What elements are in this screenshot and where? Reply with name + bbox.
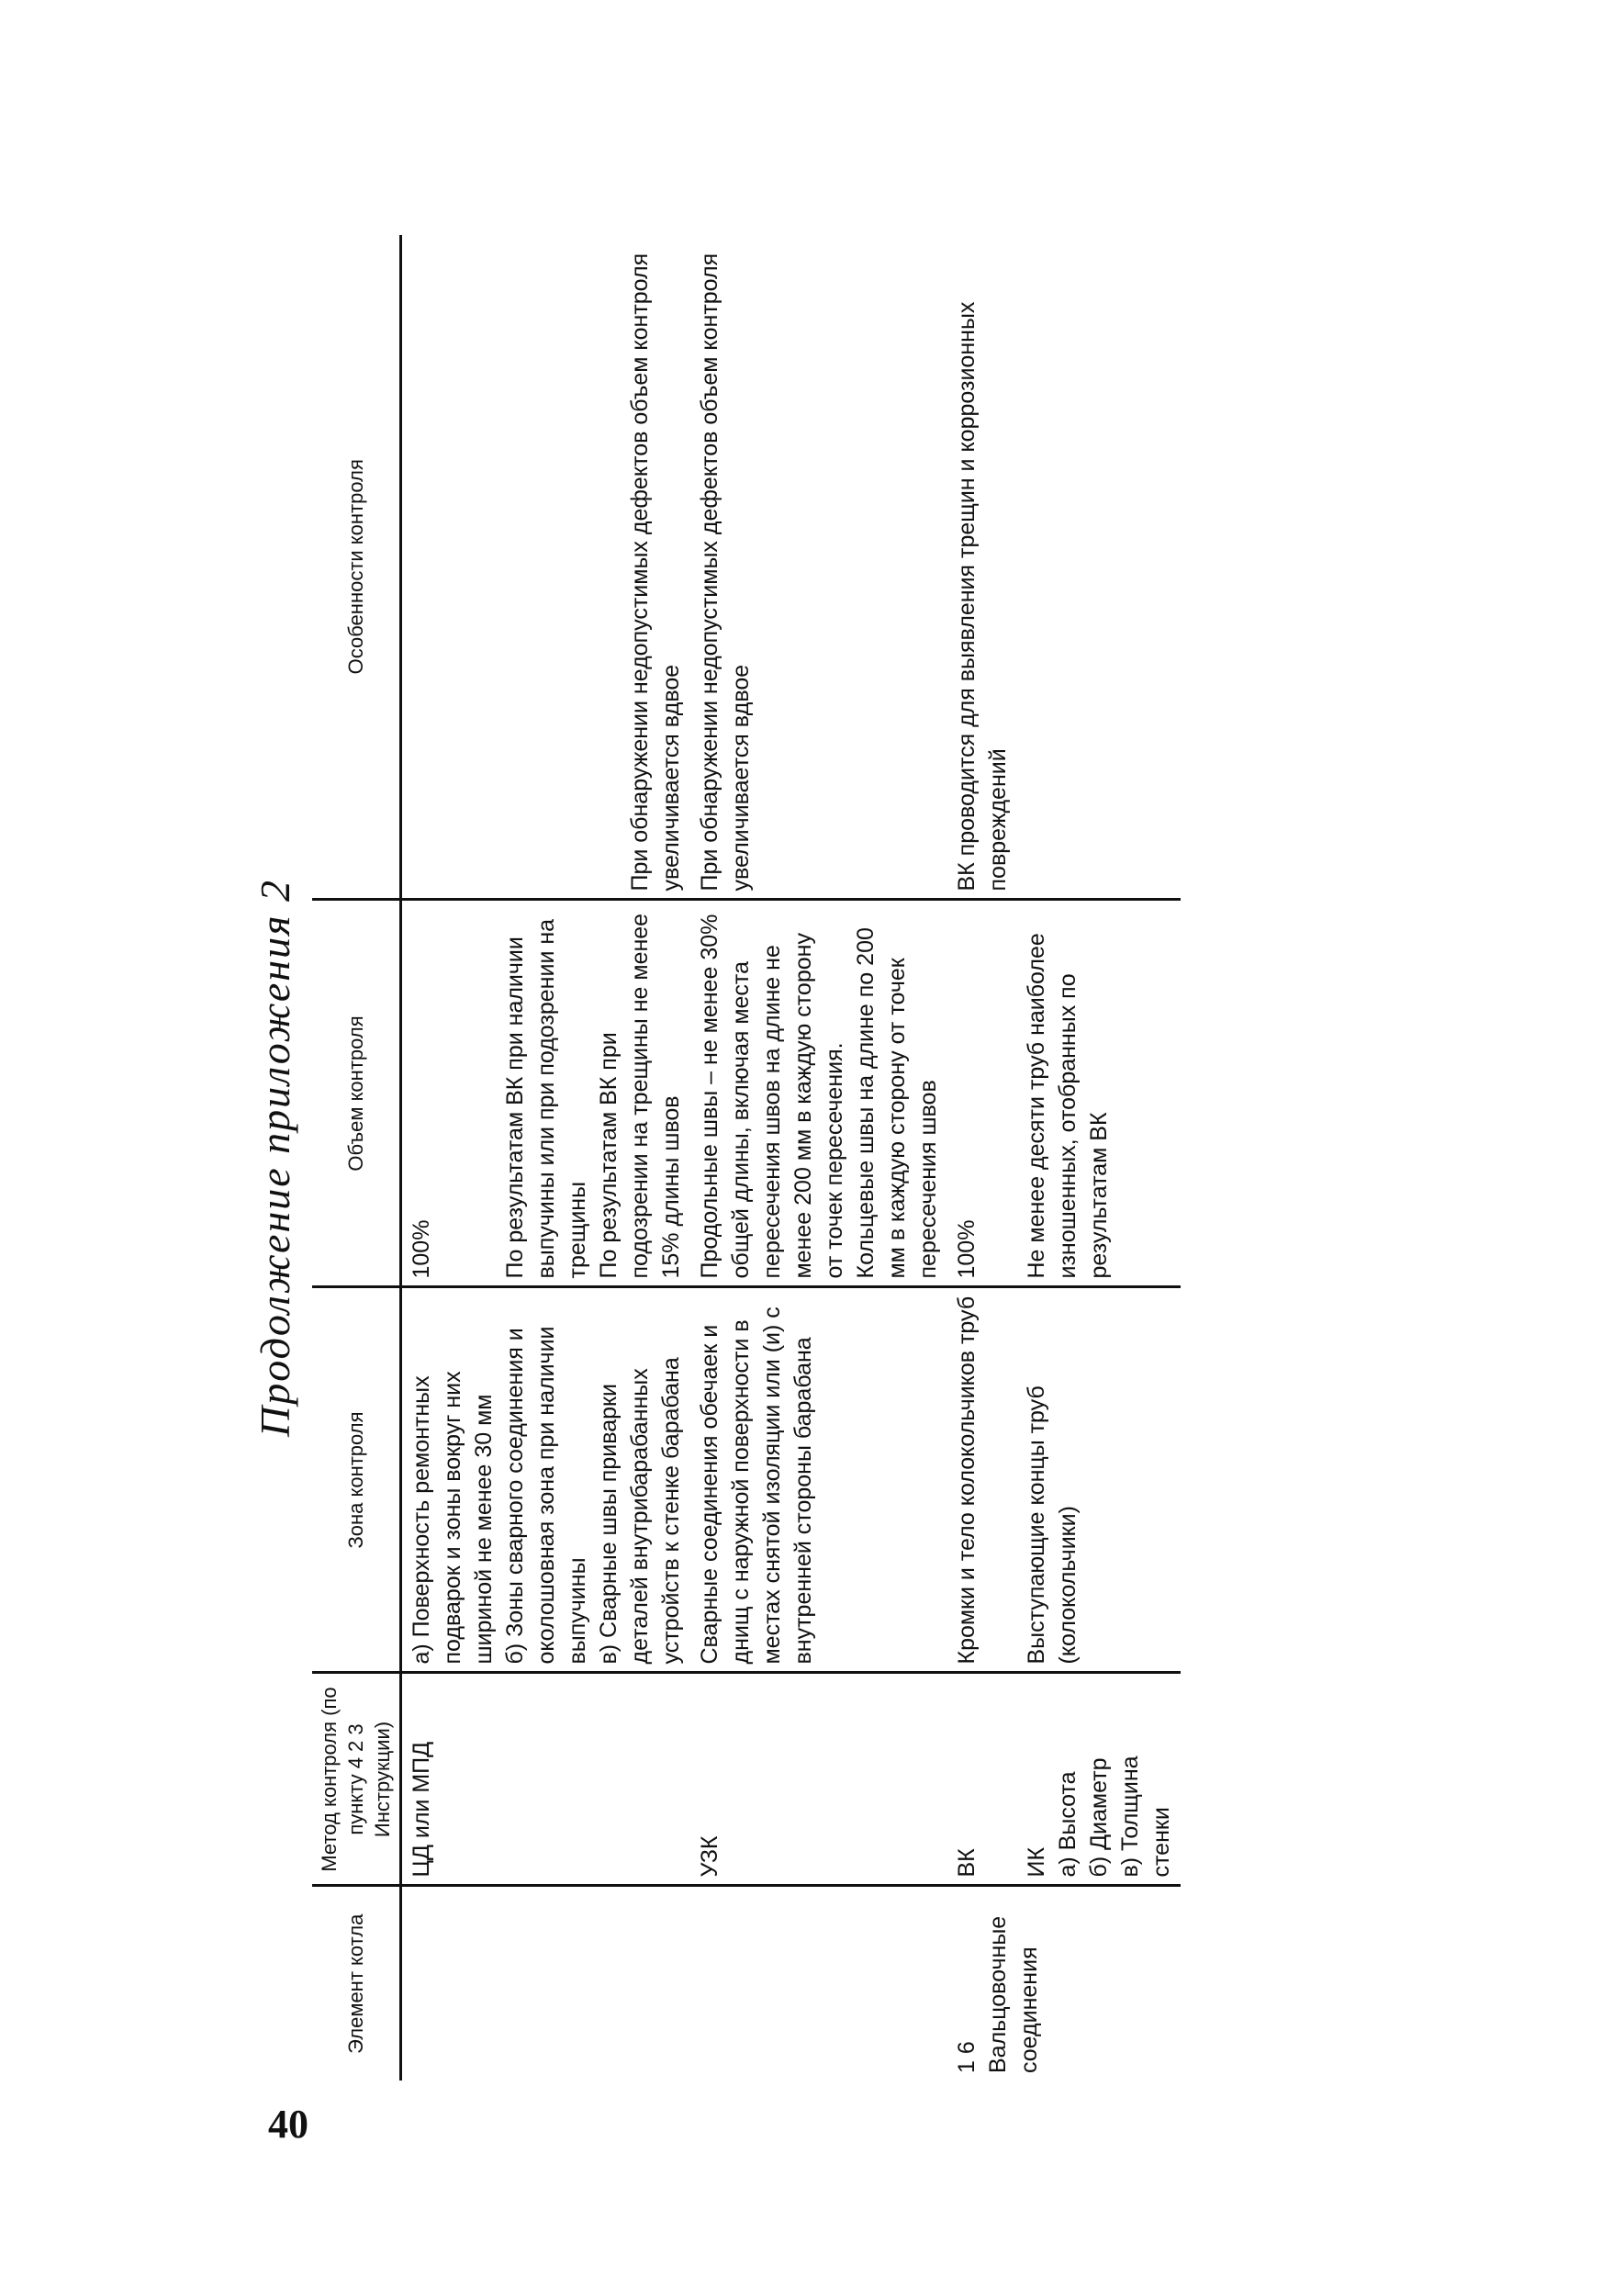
control-table bbox=[312, 235, 1181, 2081]
cell-features-vk: ВК проводится для выявления трещин и коррозионных повреждений bbox=[947, 235, 1017, 900]
header-features: Особенности контроля bbox=[312, 235, 401, 900]
zone-v-text: в) Сварные швы приварки деталей внутрибарабанных устройств к стенке барабана bbox=[596, 1357, 684, 1665]
cell-method-uzk: УЗК bbox=[690, 1673, 947, 1886]
cell-element-empty bbox=[690, 1886, 947, 2081]
cell-features-uzk: При обнаружении недопустимых дефектов объем контроля увеличивается вдвое bbox=[690, 235, 947, 900]
rotated-table-block bbox=[239, 235, 1230, 2081]
header-volume: Объем контроля bbox=[312, 900, 401, 1287]
cell-volume-ik: Не менее десяти труб наиболее изношенных, отобранных по результатам ВК bbox=[1017, 900, 1181, 1287]
cell-zone-cd bbox=[401, 1287, 691, 1673]
cell-zone-ik: Выступающие концы труб (колокольчики) bbox=[1017, 1287, 1181, 1673]
features-v-text: При обнаружении недопустимых дефектов объем контроля увеличивается вдвое bbox=[627, 252, 684, 892]
header-zone: Зона контроля bbox=[312, 1287, 401, 1673]
method-ik-v: в) Толщина стенки bbox=[1117, 1755, 1174, 1878]
header-method: Метод контроля (по пункту 4 2 3 Инструкции) bbox=[312, 1673, 401, 1886]
method-ik-b: б) Диаметр bbox=[1086, 1757, 1112, 1878]
table-row-uzk bbox=[690, 235, 947, 2081]
cell-zone-vk: Кромки и тело колокольчиков труб bbox=[947, 1287, 1017, 1673]
table-header-row bbox=[312, 235, 401, 2081]
cell-element-vk: 1 6 Вальцовочные соединения bbox=[947, 1886, 1181, 2081]
cell-volume-uzk bbox=[690, 900, 947, 1287]
table-caption: Продолжение приложения 2 bbox=[252, 879, 298, 1437]
method-ik-title: ИК bbox=[1024, 1846, 1049, 1878]
cell-features-empty bbox=[1017, 235, 1181, 900]
volume-v-text: По результатам ВК при подозрении на трещины не менее 15% длины швов bbox=[596, 913, 684, 1279]
volume-uzk-text-2: Кольцевые швы на длине по 200 мм в каждую сторону от точек пересечения швов bbox=[853, 927, 941, 1279]
header-element: Элемент котла bbox=[312, 1886, 401, 2081]
cell-volume-cd bbox=[401, 900, 691, 1287]
cell-features-cd bbox=[401, 235, 691, 900]
cell-zone-uzk: Сварные соединения обечаек и днищ с наружной поверхности в местах снятой изоляции или (и) с внутренней стороны барабана bbox=[690, 1287, 947, 1673]
cell-method-ik bbox=[1017, 1673, 1181, 1886]
table-row-cd bbox=[401, 235, 691, 2081]
volume-uzk-text-1: Продольные швы – не менее 30% общей длины, включая места пересечения швов на длине не менее 200 мм в каждую сторону от точек пересечения. bbox=[697, 914, 847, 1279]
volume-a-text: 100% bbox=[409, 1219, 434, 1279]
table-row-ik bbox=[1017, 235, 1181, 2081]
cell-element-empty bbox=[401, 1886, 691, 2081]
cell-method-cd: ЦД или МПД bbox=[401, 1673, 691, 1886]
method-ik-a: а) Высота bbox=[1055, 1771, 1081, 1878]
cell-method-vk: ВК bbox=[947, 1673, 1017, 1886]
volume-b-text: По результатам ВК при наличии выпучины или при подозрении на трещины bbox=[502, 918, 590, 1279]
zone-b-text: б) Зоны сварного соединения и околошовная зона при наличии выпучины bbox=[502, 1326, 590, 1665]
cell-volume-vk: 100% bbox=[947, 900, 1017, 1287]
table-row-vk bbox=[947, 235, 1017, 2081]
page-number: 40 bbox=[268, 2102, 308, 2147]
zone-a-text: а) Поверхность ремонтных подварок и зоны вокруг них шириной не менее 30 мм bbox=[409, 1371, 497, 1665]
